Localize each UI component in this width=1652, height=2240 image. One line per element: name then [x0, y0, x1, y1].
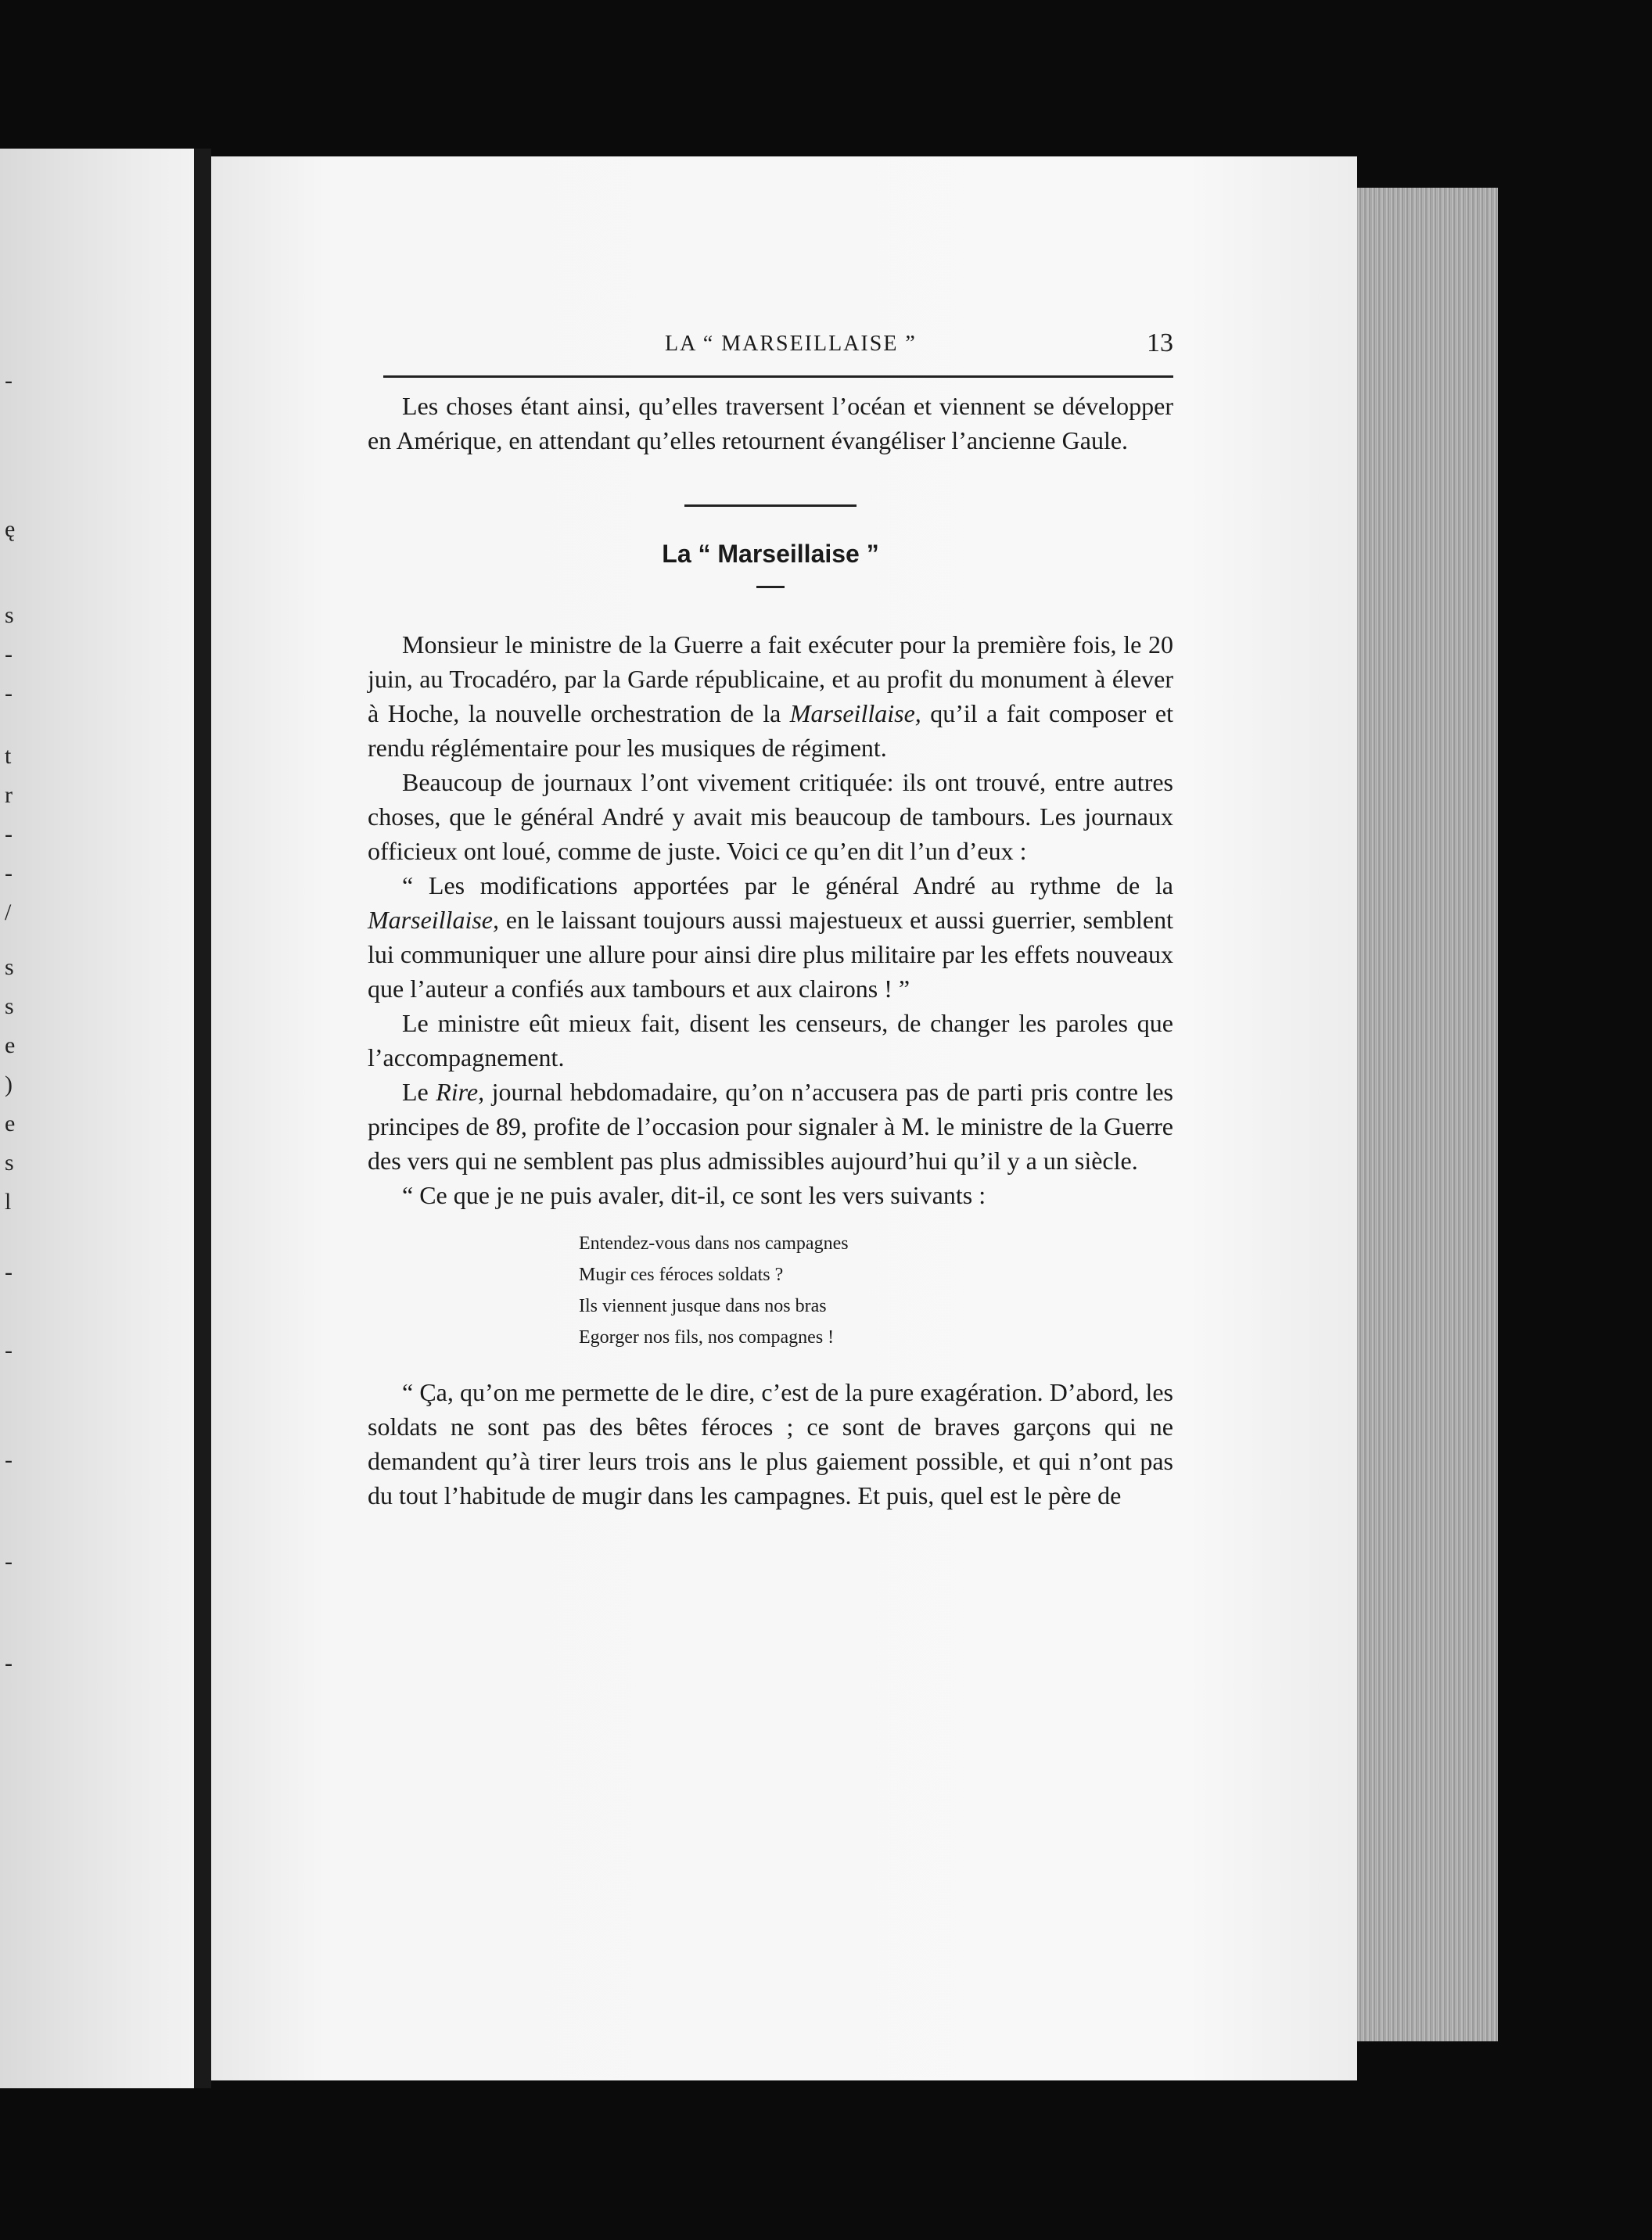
margin-mark: s	[5, 993, 14, 1019]
paragraph-3-text-a: “ Les modifications apportées par le général André au rythme de la	[402, 871, 1173, 899]
section-title: La “ Marseillaise ”	[662, 540, 879, 568]
margin-mark: )	[5, 1072, 13, 1097]
page-text	[368, 328, 1173, 1513]
left-page	[0, 149, 194, 2088]
paragraph-5-text-b: journal hebdomadaire, qu’on n’accusera pas de parti pris contre les principes de 89, profite de l’occasion pour signaler à M. le ministre de la Guerre des vers qui ne semblent pas plus admissibles aujourd’hui qu’il y a un siècle.	[368, 1078, 1174, 1175]
margin-mark: e	[5, 1111, 16, 1136]
margin-mark: -	[5, 1650, 13, 1676]
verse-line: Egorger nos fils, nos compagnes !	[579, 1327, 835, 1348]
margin-mark: -	[5, 680, 13, 706]
paragraph-3-text-b: en le laissant toujours aussi majestueux et aussi guerrier, semblent lui communiquer une allure pour ainsi dire plus militaire par les effets nouveaux que l’auteur a confiés aux tambours et aux clairons ! ”	[368, 906, 1173, 1003]
margin-mark: l	[5, 1189, 12, 1215]
margin-mark: -	[5, 1447, 13, 1473]
section-divider	[684, 504, 857, 507]
running-head-title: LA “ MARSEILLAISE ”	[665, 332, 917, 356]
paragraph-7: “ Ça, qu’on me permette de le dire, c’est de la pure exagération. D’abord, les soldats ne sont pas des bêtes féroces ; ce sont de braves garçons qui ne demandent qu’à tirer leurs trois ans le plus gaiement possible, et qui n’ont pas du tout l’habitude de mugir dans les campagnes. Et puis, quel est le père de	[368, 1378, 1173, 1509]
margin-mark: s	[5, 602, 14, 628]
paragraph-1-text-a: Monsieur le ministre de la Guerre a fait exécuter pour la première fois, le 20 juin, au Trocadéro, par la Garde républicaine, et au profit du monument à élever à Hoche, la nouvelle orchestration de la	[368, 630, 1173, 727]
paragraph-1-text-b: qu’il a fait composer et rendu réglémentaire pour les musiques de régiment.	[368, 699, 1174, 762]
left-margin-marks	[0, 149, 194, 2088]
spacer	[368, 378, 1173, 389]
verse-line: Ils viennent jusque dans nos bras	[579, 1296, 827, 1316]
paragraph-intro: Les choses étant ainsi, qu’elles traversent l’océan et viennent se développer en Amérique, en attendant qu’elles retournent évangéliser l’ancienne Gaule.	[368, 392, 1173, 454]
margin-mark: t	[5, 743, 12, 769]
paragraph-1-italic: Marseillaise,	[789, 699, 921, 727]
margin-mark: r	[5, 782, 13, 808]
paragraph-2: Beaucoup de journaux l’ont vivement critiquée: ils ont trouvé, entre autres choses, que le général André y avait mis beaucoup de tambours. Les journaux officieux ont loué, comme de juste. Voici ce qu’en dit l’un d’eux :	[368, 768, 1173, 865]
margin-mark: e	[5, 1032, 16, 1058]
verse-line: Entendez-vous dans nos campagnes	[579, 1233, 849, 1254]
running-head	[383, 328, 1173, 378]
paragraph-5	[368, 1075, 1173, 1178]
verse-block	[579, 1228, 1173, 1353]
margin-mark: -	[5, 641, 13, 667]
margin-mark: -	[5, 1337, 13, 1363]
paragraph-4: Le ministre eût mieux fait, disent les censeurs, de changer les paroles que l’accompagnement.	[368, 1009, 1173, 1072]
book-gutter	[194, 149, 211, 2088]
paragraph-3	[368, 868, 1173, 1006]
margin-mark: s	[5, 954, 14, 980]
margin-mark: -	[5, 1549, 13, 1574]
margin-mark: -	[5, 1259, 13, 1285]
margin-mark: /	[5, 899, 12, 925]
paragraph-3-italic: Marseillaise,	[368, 906, 499, 934]
paragraph-1	[368, 627, 1173, 765]
page-number: 13	[1147, 328, 1173, 357]
margin-mark: -	[5, 368, 13, 393]
margin-mark: -	[5, 860, 13, 886]
verse-line: Mugir ces féroces soldats ?	[579, 1265, 784, 1285]
page-edges	[1357, 188, 1498, 2041]
margin-mark: ę	[5, 516, 16, 542]
margin-mark: s	[5, 1150, 14, 1176]
paragraph-5-text-a: Le	[402, 1078, 436, 1106]
paragraph-5-italic: Rire,	[436, 1078, 485, 1106]
margin-mark: -	[5, 821, 13, 847]
section-divider-short	[756, 586, 785, 588]
paragraph-6: “ Ce que je ne puis avaler, dit-il, ce sont les vers suivants :	[402, 1181, 986, 1209]
